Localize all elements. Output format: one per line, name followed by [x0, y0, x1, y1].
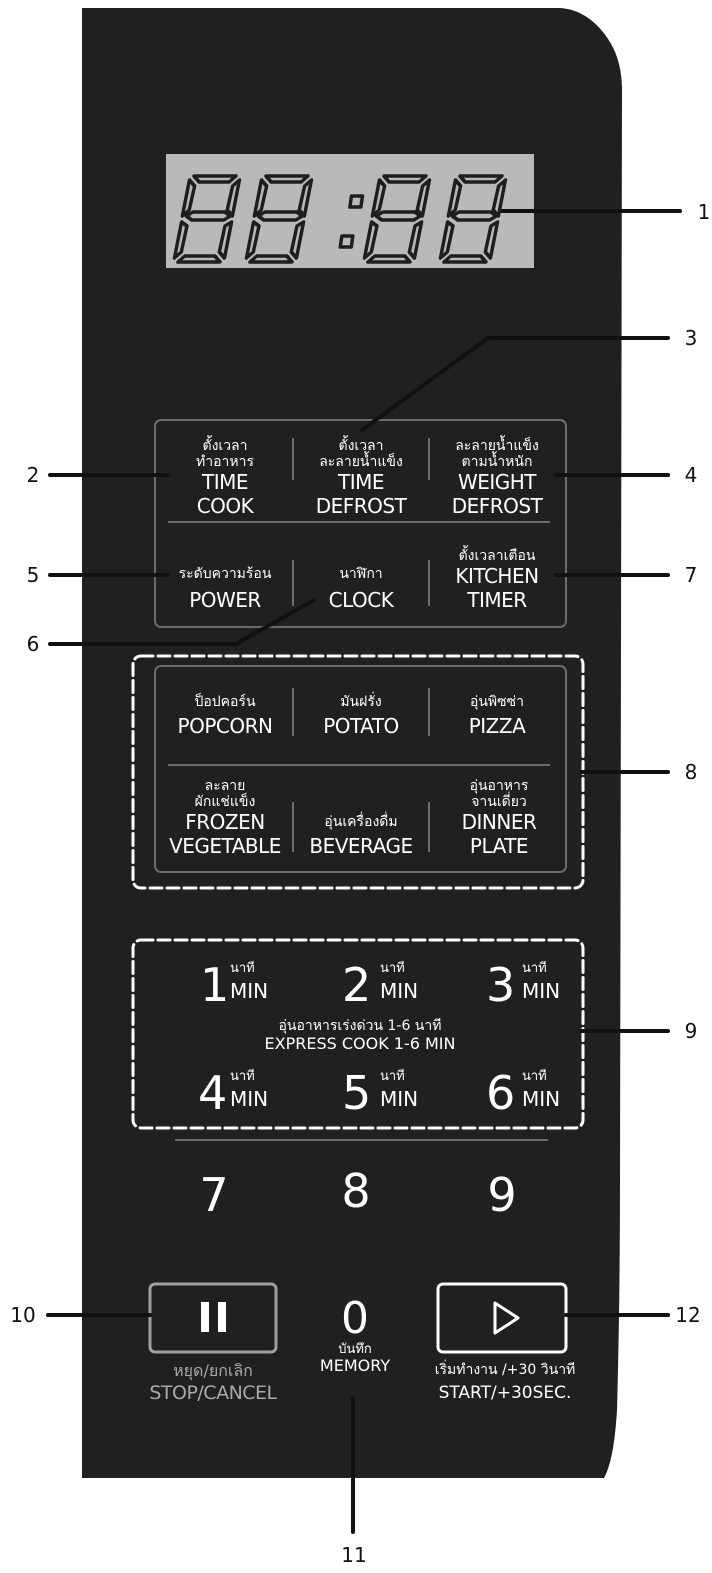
weight-defrost-label-en-1: WEIGHT	[457, 470, 537, 494]
express-4-number: 4	[198, 1066, 228, 1120]
express-6-min-th: นาที	[522, 1069, 547, 1084]
dinner-plate-label-en-1: DINNER	[461, 810, 537, 834]
number-key-9[interactable]: 9	[487, 1168, 517, 1222]
dinner-plate-label-th-1: อุ่นอาหาร	[469, 778, 529, 794]
express-5-number: 5	[342, 1066, 372, 1120]
potato-label-en: POTATO	[323, 714, 399, 738]
express-6-min-en: MIN	[522, 1087, 561, 1111]
time-cook-label-th-2: ทำอาหาร	[196, 454, 254, 470]
time-defrost-label-en-2: DEFROST	[315, 494, 407, 518]
potato-label-th: มันฝรั่ง	[340, 694, 382, 710]
memory-label-th: บันทึก	[338, 1342, 372, 1357]
pizza-label-en: PIZZA	[468, 714, 526, 738]
memory-label-en: MEMORY	[319, 1356, 391, 1375]
stop-cancel-button[interactable]	[150, 1284, 276, 1352]
callout-8: 8	[684, 760, 698, 784]
dinner-plate-label-en-2: PLATE	[469, 834, 529, 858]
popcorn-label-en: POPCORN	[177, 714, 273, 738]
frozen-vegetable-label-en-1: FROZEN	[185, 810, 265, 834]
start-label-th: เริ่มทำงาน /+30 วินาที	[434, 1362, 576, 1378]
callout-3: 3	[684, 326, 698, 350]
express-1-min-en: MIN	[230, 979, 269, 1003]
callout-7: 7	[684, 563, 698, 587]
time-defrost-button[interactable]	[296, 428, 426, 518]
kitchen-timer-label-en-2: TIMER	[467, 588, 527, 612]
time-defrost-label-en-1: TIME	[337, 470, 384, 494]
start-label-en: START/+30SEC.	[438, 1383, 572, 1403]
callout-11: 11	[341, 1543, 367, 1567]
express-5-min-th: นาที	[380, 1069, 405, 1084]
stop-cancel-label-th: หยุด/ยกเลิก	[173, 1361, 253, 1380]
popcorn-label-th: ป็อปคอร์น	[194, 694, 256, 710]
dinner-plate-button[interactable]	[432, 770, 566, 858]
express-2-number: 2	[342, 958, 372, 1012]
play-icon-hit	[438, 1284, 566, 1352]
time-cook-label-en-2: COOK	[196, 494, 254, 518]
time-cook-label-th-1: ตั้งเวลา	[202, 438, 248, 454]
express-4-min-th: นาที	[230, 1069, 255, 1084]
weight-defrost-label-en-2: DEFROST	[451, 494, 543, 518]
express-4-min-en: MIN	[230, 1087, 269, 1111]
dinner-plate-label-th-2: จานเดี่ยว	[471, 794, 527, 810]
callout-1: 1	[697, 200, 711, 224]
frozen-vegetable-label-th-1: ละลาย	[204, 778, 246, 794]
express-2-min-button[interactable]	[342, 958, 432, 1012]
callout-5: 5	[26, 563, 40, 587]
express-1-number: 1	[200, 958, 230, 1012]
weight-defrost-label-th-1: ละลายน้ำแข็ง	[455, 438, 539, 454]
callout-9: 9	[684, 1019, 698, 1043]
zero-key-number: 0	[341, 1293, 369, 1344]
callout-12: 12	[675, 1303, 701, 1327]
express-cook-label-th: อุ่นอาหารเร่งด่วน 1-6 นาที	[278, 1018, 442, 1034]
time-cook-button[interactable]	[160, 428, 290, 518]
time-defrost-label-th-1: ตั้งเวลา	[338, 438, 384, 454]
callout-10: 10	[10, 1303, 36, 1327]
kitchen-timer-label-th: ตั้งเวลาเตือน	[458, 548, 536, 564]
power-button[interactable]	[160, 540, 290, 612]
weight-defrost-button[interactable]	[432, 428, 562, 518]
clock-button[interactable]	[296, 540, 426, 612]
express-5-min-en: MIN	[380, 1087, 419, 1111]
time-defrost-label-th-2: ละลายน้ำแข็ง	[319, 454, 403, 470]
popcorn-button[interactable]	[160, 684, 290, 738]
express-2-min-th: นาที	[380, 961, 405, 976]
potato-button[interactable]	[296, 684, 426, 738]
power-label-en: POWER	[189, 588, 261, 612]
express-4-min-button[interactable]	[198, 1066, 288, 1120]
callout-4: 4	[684, 463, 698, 487]
beverage-label-th: อุ่นเครื่องดื่ม	[324, 814, 398, 830]
power-label-th: ระดับความร้อน	[178, 566, 272, 582]
clock-label-en: CLOCK	[328, 588, 394, 612]
pizza-label-th: อุ่นพิซซ่า	[469, 694, 525, 710]
express-1-min-button[interactable]	[200, 958, 280, 1012]
express-3-min-en: MIN	[522, 979, 561, 1003]
express-cook-label-en: EXPRESS COOK 1-6 MIN	[264, 1034, 456, 1053]
frozen-vegetable-button[interactable]	[158, 770, 292, 858]
express-2-min-en: MIN	[380, 979, 419, 1003]
stop-cancel-label-en: STOP/CANCEL	[149, 1382, 277, 1404]
express-3-min-th: นาที	[522, 961, 547, 976]
express-6-min-button[interactable]	[486, 1066, 576, 1120]
callout-6: 6	[26, 632, 40, 656]
express-3-min-button[interactable]	[486, 958, 576, 1012]
kitchen-timer-button[interactable]	[432, 538, 562, 612]
beverage-label-en: BEVERAGE	[309, 834, 413, 858]
pause-icon	[150, 1284, 276, 1352]
pizza-button[interactable]	[432, 684, 562, 738]
express-1-min-th: นาที	[230, 961, 255, 976]
time-cook-label-en-1: TIME	[201, 470, 248, 494]
express-3-number: 3	[486, 958, 516, 1012]
callout-2: 2	[26, 463, 40, 487]
number-key-8[interactable]: 8	[341, 1164, 371, 1218]
display-readout	[166, 154, 534, 268]
frozen-vegetable-label-en-2: VEGETABLE	[169, 834, 281, 858]
beverage-button[interactable]	[294, 796, 428, 858]
kitchen-timer-label-en-1: KITCHEN	[455, 564, 539, 588]
memory-zero-button[interactable]	[312, 1293, 398, 1386]
number-key-7[interactable]: 7	[199, 1168, 229, 1222]
start-button[interactable]	[438, 1284, 566, 1352]
express-6-number: 6	[486, 1066, 516, 1120]
frozen-vegetable-label-th-2: ผักแช่แข็ง	[194, 794, 256, 810]
clock-label-th: นาฬิกา	[339, 566, 383, 582]
weight-defrost-label-th-2: ตามน้ำหนัก	[461, 454, 533, 470]
express-5-min-button[interactable]	[342, 1066, 432, 1120]
